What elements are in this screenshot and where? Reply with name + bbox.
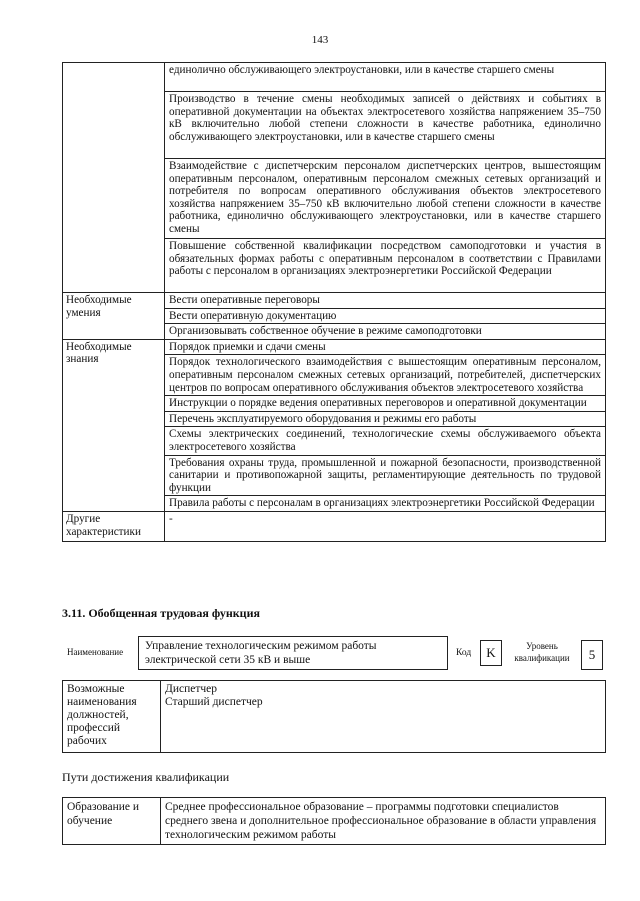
skill-cell: Вести оперативную документацию (165, 308, 606, 324)
code-value-box: K (480, 640, 502, 666)
skill-cell: Организовывать собственное обучение в режиме самоподготовки (165, 324, 606, 340)
section-heading: 3.11. Обобщенная трудовая функция (62, 606, 260, 620)
action-cell: Взаимодействие с диспетчерским персоналом диспетчерских центров, вышестоящим оперативным персоналом, оперативным персоналом смежных сетевых организаций и потребителя по вопросам оперативного обслуживания объектов электросетевого хозяйства напряжением 35–750 кВ включительно любой степени сложности в качестве работника, единолично обслуживающего электроустановки, или в качестве старшего смены (165, 159, 606, 239)
education-label: Образование и обучение (63, 798, 161, 845)
code-label: Код (456, 648, 472, 658)
knowledge-cell: Порядок технологического взаимодействия с вышестоящим оперативным персоналом, оперативным персоналом смежных сетевых организаций, потребителей, диспетчерских центров по вопросам оперативного обслуживания объектов электросетевого хозяйства (165, 355, 606, 396)
other-value: - (165, 511, 606, 541)
positions-table (62, 680, 606, 753)
knowledge-cell: Порядок приемки и сдачи смены (165, 339, 606, 355)
table-row (63, 63, 606, 92)
table-row (63, 681, 606, 753)
paths-heading: Пути достижения квалификации (62, 770, 230, 784)
table-row (63, 511, 606, 541)
education-table (62, 797, 606, 845)
action-cell: Производство в течение смены необходимых записей о действиях и событиях в оперативной документации на объектах электросетевого хозяйства напряжением 35–750 кВ включительно любой степени сложности в качестве работника, единолично обслуживающего электроустановки, или в качестве старшего смены (165, 92, 606, 159)
action-cell: Повышение собственной квалификации посредством самоподготовки и участия в обязательных формах работы с оперативным персоналом в соответствии с Правилами работы с персоналом в организациях электроэнергетики Российской Федерации (165, 239, 606, 293)
level-value-box: 5 (581, 640, 603, 670)
knowledge-cell: Правила работы с персоналам в организациях электроэнергетики Российской Федерации (165, 496, 606, 512)
position-item: Старший диспетчер (165, 696, 263, 708)
page-number: 143 (311, 34, 329, 46)
labor-function-table (62, 62, 606, 542)
table-row (63, 798, 606, 845)
positions-label: Возможные наименования должностей, профессий рабочих (63, 681, 161, 753)
table-row (63, 339, 606, 355)
action-cell: единолично обслуживающего электроустановки, или в качестве старшего смены (165, 63, 606, 92)
name-label: Наименование (67, 647, 124, 657)
other-label: Другие характеристики (63, 511, 165, 541)
positions-value (161, 681, 606, 753)
knowledge-cell: Схемы электрических соединений, технологические схемы обслуживаемого объекта электросетевого хозяйства (165, 427, 606, 455)
education-value: Среднее профессиональное образование – программы подготовки специалистов среднего звена и дополнительное профессиональное образование в области управления технологическим режимом работы (161, 798, 606, 845)
level-label: Уровень квалификации (514, 641, 570, 663)
skills-label: Необходимые умения (63, 293, 165, 340)
empty-label-cell (63, 63, 165, 293)
knowledge-label: Необходимые знания (63, 339, 165, 511)
table-row (63, 293, 606, 309)
knowledge-cell: Требования охраны труда, промышленной и пожарной безопасности, производственной санитарии и противопожарной защиты, регламентирующие деятельность по трудовой функции (165, 455, 606, 496)
knowledge-cell: Перечень эксплуатируемого оборудования и режимы его работы (165, 411, 606, 427)
knowledge-cell: Инструкции о порядке ведения оперативных переговоров и оперативной документации (165, 396, 606, 412)
name-value-box: Управление технологическим режимом работы электрической сети 35 кВ и выше (138, 636, 448, 670)
skill-cell: Вести оперативные переговоры (165, 293, 606, 309)
position-item: Диспетчер (165, 683, 218, 695)
